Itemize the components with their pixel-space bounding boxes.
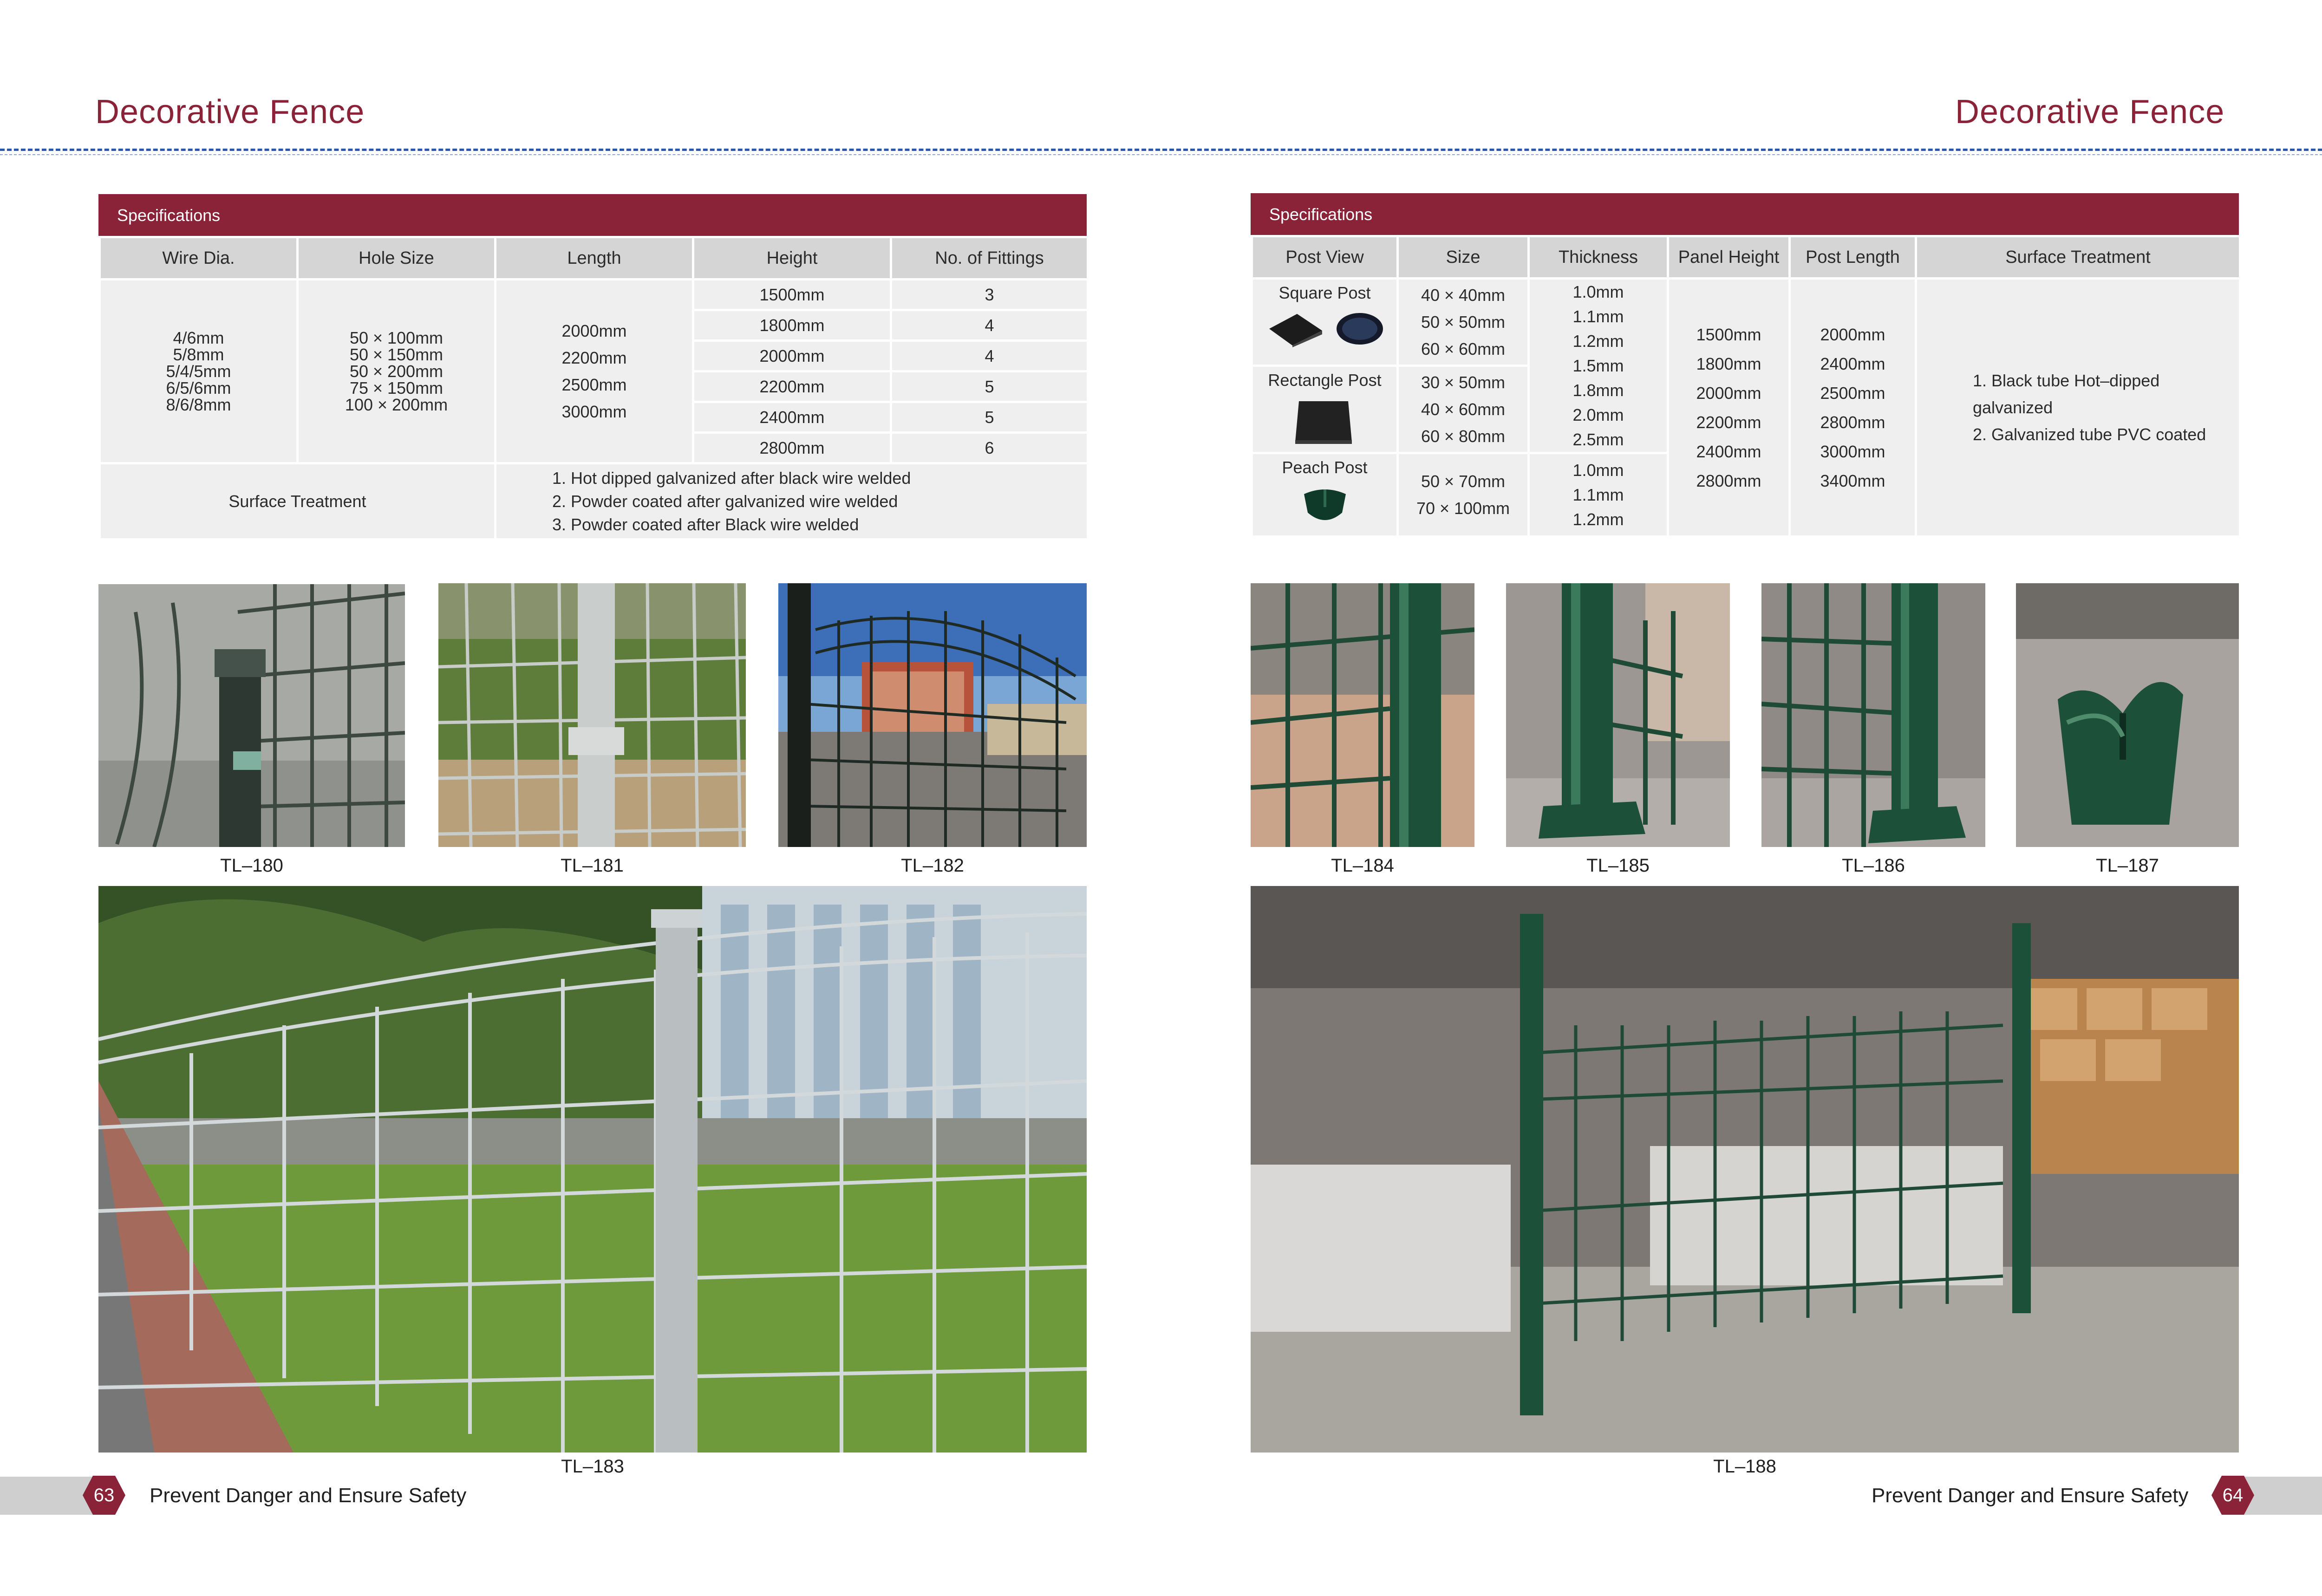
col-length: Length	[496, 237, 693, 280]
photo-tl-182	[778, 583, 1087, 847]
col-wire-dia: Wire Dia.	[100, 237, 298, 280]
header-divider-secondary	[0, 154, 2322, 155]
col-surface-treatment: Surface Treatment	[1916, 236, 2240, 279]
photo-tl-188	[1251, 886, 2239, 1453]
col-post-view: Post View	[1252, 236, 1398, 279]
caption-tl-181: TL–181	[561, 855, 624, 876]
photo-tl-183	[98, 886, 1087, 1453]
surface-treatment-list: 1. Hot dipped galvanized after black wire welded 2. Powder coated after galvanized wire welded 3. Powder coated after Black wire welded	[496, 463, 1088, 540]
fittings-cell: 4	[891, 341, 1088, 371]
right-page-number: 64	[2222, 1485, 2244, 1505]
caption-tl-180: TL–180	[220, 855, 283, 876]
height-cell: 2200mm	[693, 371, 891, 402]
peach-post-label: Peach Post	[1282, 458, 1368, 477]
caption-tl-186: TL–186	[1842, 855, 1905, 876]
caption-tl-185: TL–185	[1586, 855, 1650, 876]
col-panel-height: Panel Height	[1668, 236, 1790, 279]
left-footer-text: Prevent Danger and Ensure Safety	[150, 1484, 467, 1507]
left-page-number: 63	[93, 1485, 115, 1505]
square-post-label: Square Post	[1278, 283, 1371, 302]
peach-sizes: 50 × 70mm 70 × 100mm	[1398, 453, 1529, 537]
col-post-length: Post Length	[1790, 236, 1916, 279]
peach-post-cell	[1252, 453, 1398, 537]
col-thickness: Thickness	[1529, 236, 1668, 279]
fittings-cell: 4	[891, 310, 1088, 341]
right-surface-treatment: 1. Black tube Hot–dipped galvanized 2. Galvanized tube PVC coated	[1916, 279, 2240, 537]
left-page-title: Decorative Fence	[95, 93, 365, 130]
fittings-cell: 3	[891, 280, 1088, 310]
caption-tl-187: TL–187	[2096, 855, 2159, 876]
photo-tl-181	[438, 583, 746, 847]
height-cell: 1800mm	[693, 310, 891, 341]
left-spec-table	[98, 236, 1089, 541]
col-hole-size: Hole Size	[298, 237, 496, 280]
photo-tl-187	[2016, 583, 2239, 847]
right-page-title: Decorative Fence	[1955, 93, 2225, 130]
caption-tl-188: TL–188	[1713, 1456, 1776, 1477]
caption-tl-183: TL–183	[561, 1456, 624, 1477]
col-size: Size	[1398, 236, 1529, 279]
fittings-cell: 5	[891, 371, 1088, 402]
right-page-number-badge	[2211, 1473, 2255, 1518]
height-cell: 1500mm	[693, 280, 891, 310]
peach-post-image	[1253, 485, 1396, 529]
rectangle-sizes: 30 × 50mm 40 × 60mm 60 × 80mm	[1398, 366, 1529, 453]
thickness-upper: 1.0mm 1.1mm 1.2mm 1.5mm 1.8mm 2.0mm 2.5mm	[1529, 279, 1668, 453]
square-sizes: 40 × 40mm 50 × 50mm 60 × 60mm	[1398, 279, 1529, 366]
right-spec-table	[1251, 235, 2241, 538]
photo-tl-186	[1761, 583, 1985, 847]
length-cell: 2000mm 2200mm 2500mm 3000mm	[496, 280, 693, 463]
header-divider	[0, 149, 2322, 151]
right-spec-header: Specifications	[1251, 193, 2239, 236]
photo-tl-185	[1506, 583, 1730, 847]
rectangle-post-label: Rectangle Post	[1268, 371, 1382, 390]
rectangle-post-image	[1253, 397, 1396, 446]
col-height: Height	[693, 237, 891, 280]
photo-tl-180	[98, 584, 405, 847]
square-post-image	[1253, 310, 1396, 347]
height-cell: 2400mm	[693, 402, 891, 433]
height-cell: 2800mm	[693, 433, 891, 463]
thickness-peach: 1.0mm 1.1mm 1.2mm	[1529, 453, 1668, 537]
panel-heights: 1500mm 1800mm 2000mm 2200mm 2400mm 2800mm	[1668, 279, 1790, 537]
col-fittings: No. of Fittings	[891, 237, 1088, 280]
caption-tl-184: TL–184	[1331, 855, 1394, 876]
wire-dia-cell: 4/6mm 5/8mm 5/4/5mm 6/5/6mm 8/6/8mm	[100, 280, 298, 463]
fittings-cell: 5	[891, 402, 1088, 433]
square-post-cell	[1252, 279, 1398, 366]
surface-treatment-label: Surface Treatment	[100, 463, 496, 540]
right-footer-text: Prevent Danger and Ensure Safety	[1872, 1484, 2189, 1507]
fittings-cell: 6	[891, 433, 1088, 463]
post-lengths: 2000mm 2400mm 2500mm 2800mm 3000mm 3400mm	[1790, 279, 1916, 537]
hole-size-cell: 50 × 100mm 50 × 150mm 50 × 200mm 75 × 150mm 100 × 200mm	[298, 280, 496, 463]
rectangle-post-cell	[1252, 366, 1398, 453]
left-page-number-badge	[82, 1473, 126, 1518]
left-spec-header: Specifications	[98, 194, 1087, 237]
photo-tl-184	[1251, 583, 1474, 847]
height-cell: 2000mm	[693, 341, 891, 371]
caption-tl-182: TL–182	[901, 855, 964, 876]
